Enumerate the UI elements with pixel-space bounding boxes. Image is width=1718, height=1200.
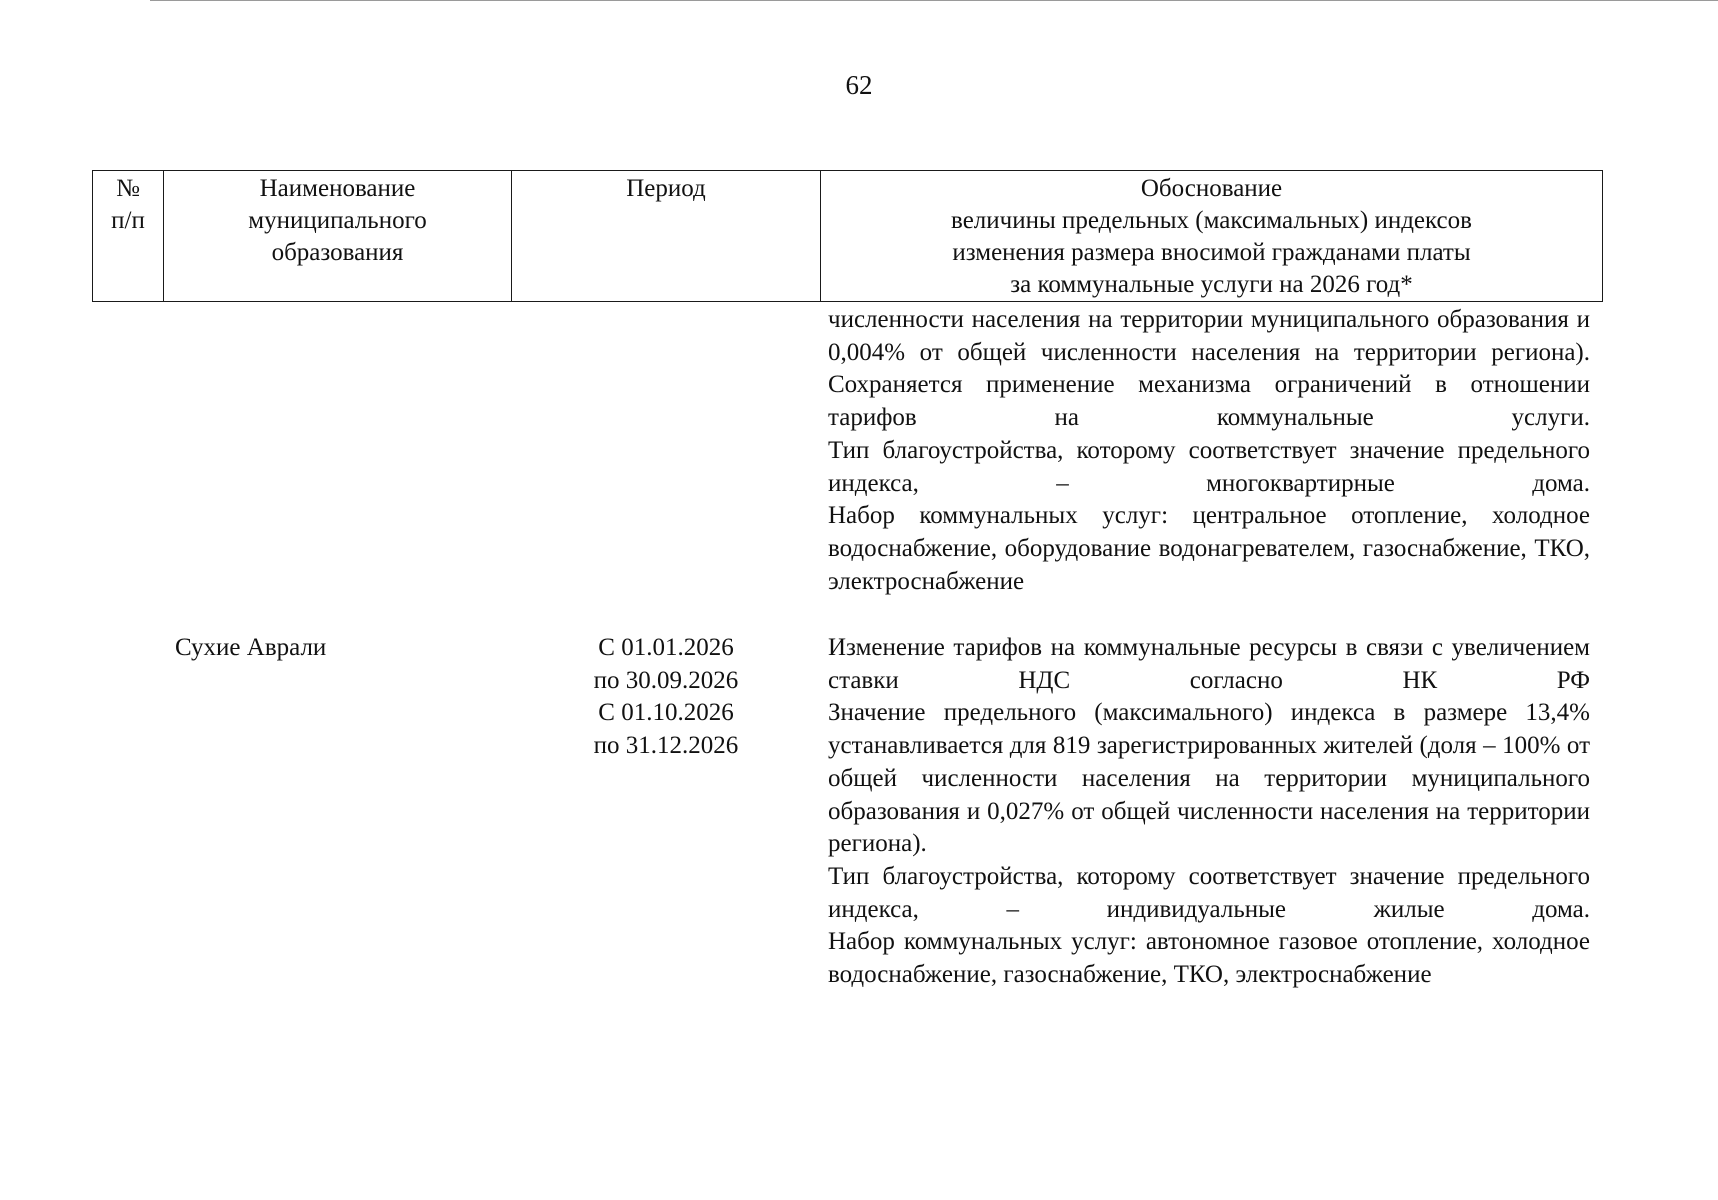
row-basis-text xyxy=(828,632,1590,992)
period-line: по 30.09.2026 xyxy=(593,666,739,694)
header-number-column xyxy=(93,171,164,302)
basis-paragraph: Тип благоустройства, которому соответствует значение предельного индекса, – индивидуальные жилые дома. xyxy=(828,862,1590,923)
header-number-line: п/п xyxy=(111,207,145,234)
basis-paragraph: численности населения на территории муниципального образования и 0,004% от общей численности населения на территории региона). Сохраняется применение механизма ограничений в отношении тарифов на коммунальные услуги. xyxy=(828,306,1590,432)
continuation-basis-text xyxy=(828,304,1590,598)
header-number-line: № xyxy=(116,175,140,202)
header-municipality-line: образования xyxy=(271,239,404,266)
municipality-name: Сухие Аврали xyxy=(175,634,327,661)
scan-edge-line xyxy=(150,0,1718,1)
header-municipality-line: Наименование xyxy=(259,175,416,202)
period-line: по 31.12.2026 xyxy=(593,732,739,760)
header-basis-line: величины предельных (максимальных) индексов xyxy=(951,207,1472,234)
page-number: 62 xyxy=(845,70,873,100)
period-line: С 01.10.2026 xyxy=(598,699,734,727)
header-municipality-line: муниципального xyxy=(248,207,427,234)
basis-paragraph: Набор коммунальных услуг: центральное отопление, холодное водоснабжение, оборудование водонагревателем, газоснабжение, ТКО, электроснабжение xyxy=(828,502,1590,595)
period-line: С 01.01.2026 xyxy=(598,634,734,661)
period-cell xyxy=(560,632,772,763)
header-basis-column xyxy=(821,171,1603,302)
table-header-row xyxy=(93,171,1603,302)
header-basis-line: изменения размера вносимой гражданами платы xyxy=(952,239,1471,266)
header-period-line: Период xyxy=(626,175,706,202)
header-basis-line: за коммунальные услуги на 2026 год* xyxy=(1010,271,1413,298)
basis-paragraph: Тип благоустройства, которому соответствует значение предельного индекса, – многоквартирные дома. xyxy=(828,436,1590,497)
header-period-column xyxy=(512,171,821,302)
header-municipality-column xyxy=(164,171,512,302)
basis-paragraph: Набор коммунальных услуг: автономное газовое отопление, холодное водоснабжение, газоснабжение, ТКО, электроснабжение xyxy=(828,928,1590,989)
basis-paragraph: Изменение тарифов на коммунальные ресурсы в связи с увеличением ставки НДС согласно НК РФ xyxy=(828,634,1590,694)
basis-paragraph: Значение предельного (максимального) индекса в размере 13,4% устанавливается для 819 зарегистрированных жителей (доля – 100% от общей численности населения на территории муниципального образования и 0,027% от общей численности населения на территории региона). xyxy=(828,699,1590,858)
table-header xyxy=(92,170,1603,302)
header-basis-line: Обоснование xyxy=(1140,175,1283,202)
